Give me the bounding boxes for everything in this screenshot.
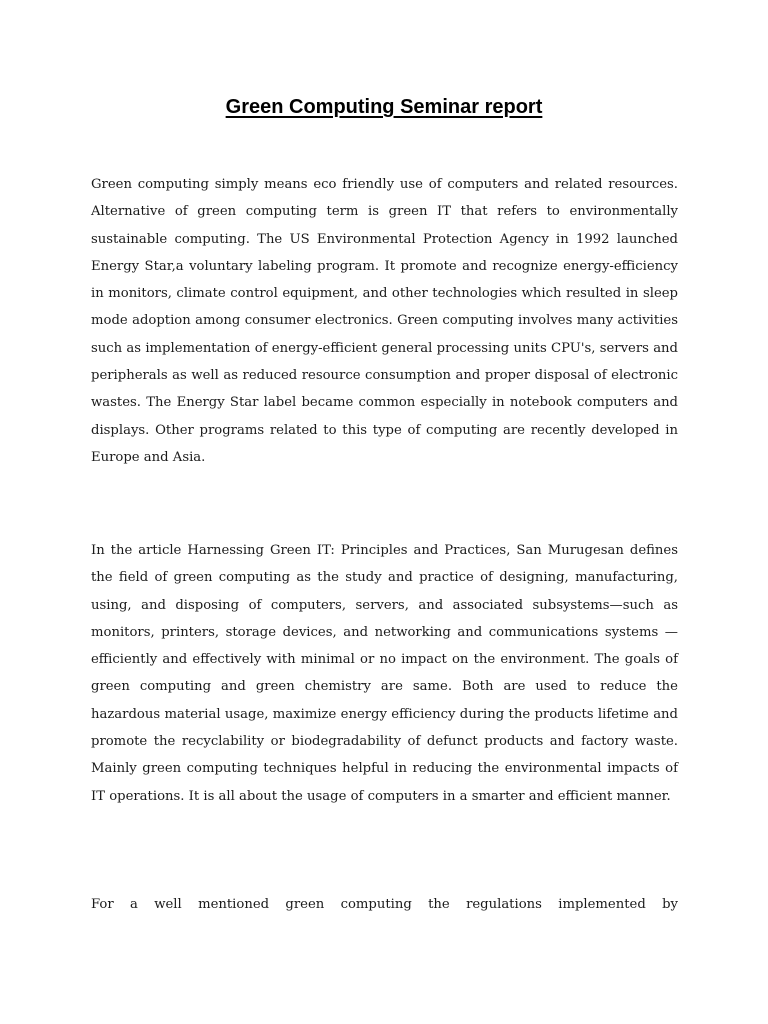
- paragraph-1: Green computing simply means eco friendly use of computers and related resources. Alternative of green computing term is green IT that refers to environmentally sustainable computing. The US Environmental Protection Agency in 1992 launched Energy Star,a voluntary labeling program. It promote and recognize energy-efficiency in monitors, climate control equipment, and other technologies which resulted in sleep mode adoption among consumer electronics. Green computing involves many activities such as implementation of energy-efficient general processing units CPU's, servers and peripherals as well as reduced resource consumption and proper disposal of electronic wastes. The Energy Star label became common especially in notebook computers and displays. Other programs related to this type of computing are recently developed in Europe and Asia.: [91, 177, 678, 465]
- document-title-text: Green Computing Seminar report: [225, 96, 543, 118]
- document-title: [0, 94, 768, 120]
- paragraph-3: For a well mentioned green computing the regulations implemented by: [91, 897, 678, 912]
- paragraph-2: In the article Harnessing Green IT: Principles and Practices, San Murugesan defines the field of green computing as the study and practice of designing, manufacturing, using, and disposing of computers, servers, and associated subsystems—such as monitors, printers, storage devices, and networking and communications systems — efficiently and effectively with minimal or no impact on the environment. The goals of green computing and green chemistry are same. Both are used to reduce the hazardous material usage, maximize energy efficiency during the products lifetime and promote the recyclability or biodegradability of defunct products and factory waste. Mainly green computing techniques helpful in reducing the environmental impacts of IT operations. It is all about the usage of computers in a smarter and efficient manner.: [91, 543, 678, 804]
